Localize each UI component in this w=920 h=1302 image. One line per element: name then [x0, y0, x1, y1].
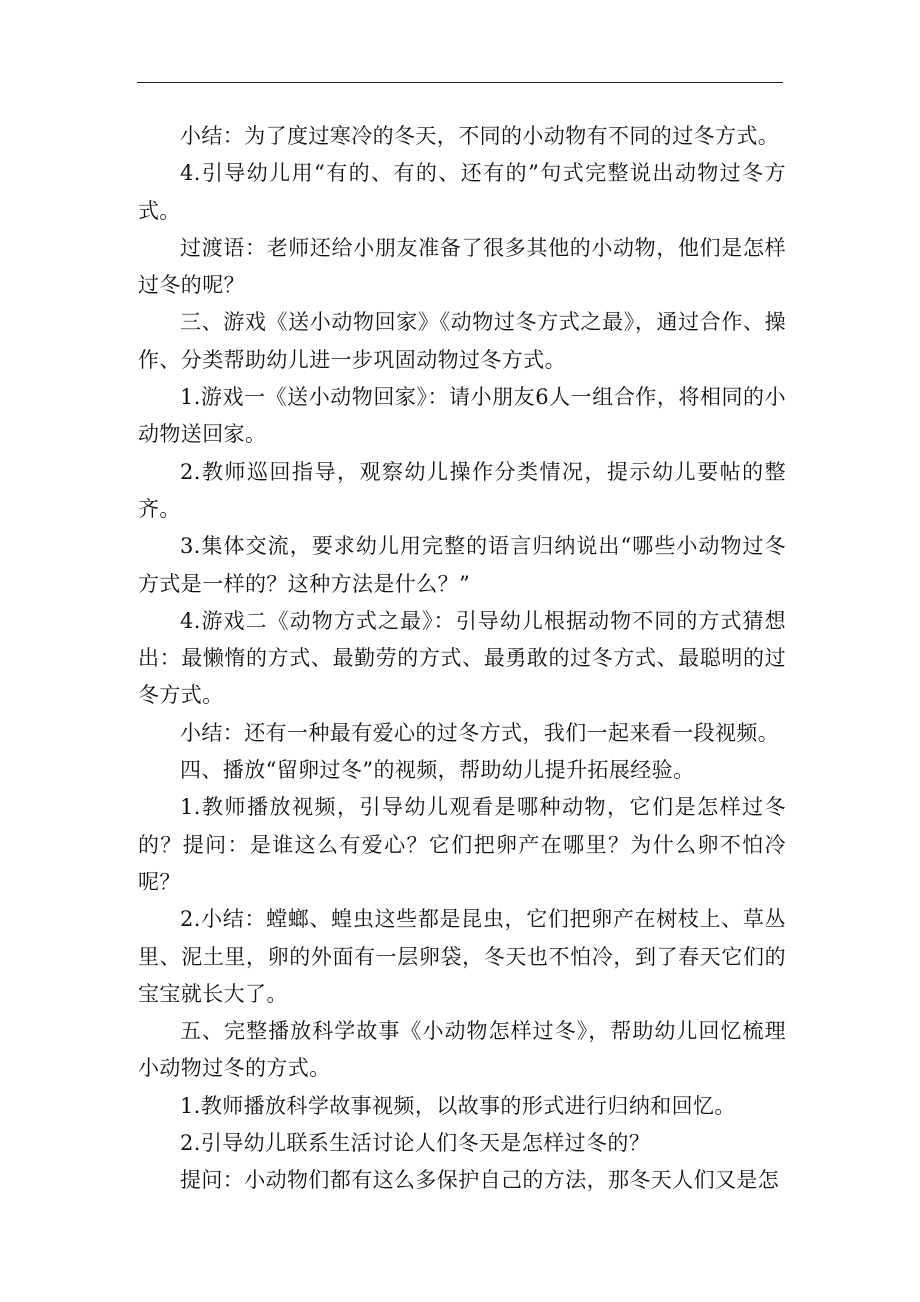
paragraph-video-play: 1.教师播放视频，引导幼儿观看是哪种动物，它们是怎样过冬的？提问：是谁这么有爱心？它们把卵产在哪里？为什么卵不怕冷呢？ [138, 795, 786, 894]
paragraph-summary-1: 小结：为了度过寒冷的冬天，不同的小动物有不同的过冬方式。 [180, 124, 780, 148]
paragraph-question: 提问：小动物们都有这么多保护自己的方法，那冬天人们又是怎 [180, 1168, 780, 1193]
paragraph-summary-insects: 2.小结：螳螂、蝗虫这些都是昆虫，它们把卵产在树枝上、草丛里、泥土里，卵的外面有一层卵袋，冬天也不怕冷，到了春天它们的宝宝就长大了。 [138, 907, 786, 1006]
paragraph-group-exchange: 3.集体交流，要求幼儿用完整的语言归纳说出“哪些小动物过冬方式是一样的？这种方法是什么？” [138, 534, 786, 596]
document-body [138, 118, 786, 1200]
paragraph-section-4-heading: 四、播放“留卵过冬”的视频，帮助幼儿提升拓展经验。 [180, 758, 695, 783]
paragraph-life-discussion: 2.引导幼儿联系生活讨论人们冬天是怎样过冬的？ [180, 1131, 651, 1156]
paragraph-section-5-heading: 五、完整播放科学故事《小动物怎样过冬》，帮助幼儿回忆梳理小动物过冬的方式。 [138, 1019, 786, 1081]
paragraph-transition: 过渡语：老师还给小朋友准备了很多其他的小动物，他们是怎样过冬的呢？ [138, 235, 786, 298]
paragraph-game-2: 4.游戏二《动物方式之最》：引导幼儿根据动物不同的方式猜想出：最懒惰的方式、最勤劳的方式、最勇敢的过冬方式、最聪明的过冬方式。 [138, 608, 786, 708]
paragraph-story-video: 1.教师播放科学故事视频，以故事的形式进行归纳和回忆。 [180, 1093, 736, 1118]
paragraph-step-4: 4.引导幼儿用“有的、有的、还有的”句式完整说出动物过冬方式。 [138, 161, 786, 223]
paragraph-section-3-heading: 三、游戏《送小动物回家》《动物过冬方式之最》，通过合作、操作、分类帮助幼儿进一步巩固动物过冬方式。 [138, 310, 786, 372]
paragraph-teacher-guidance: 2.教师巡回指导，观察幼儿操作分类情况，提示幼儿要帖的整齐。 [138, 459, 786, 521]
header-rule [137, 82, 783, 83]
paragraph-game-1: 1.游戏一《送小动物回家》：请小朋友6人一组合作，将相同的小动物送回家。 [138, 385, 786, 447]
paragraph-summary-2: 小结：还有一种最有爱心的过冬方式，我们一起来看一段视频。 [180, 720, 780, 745]
